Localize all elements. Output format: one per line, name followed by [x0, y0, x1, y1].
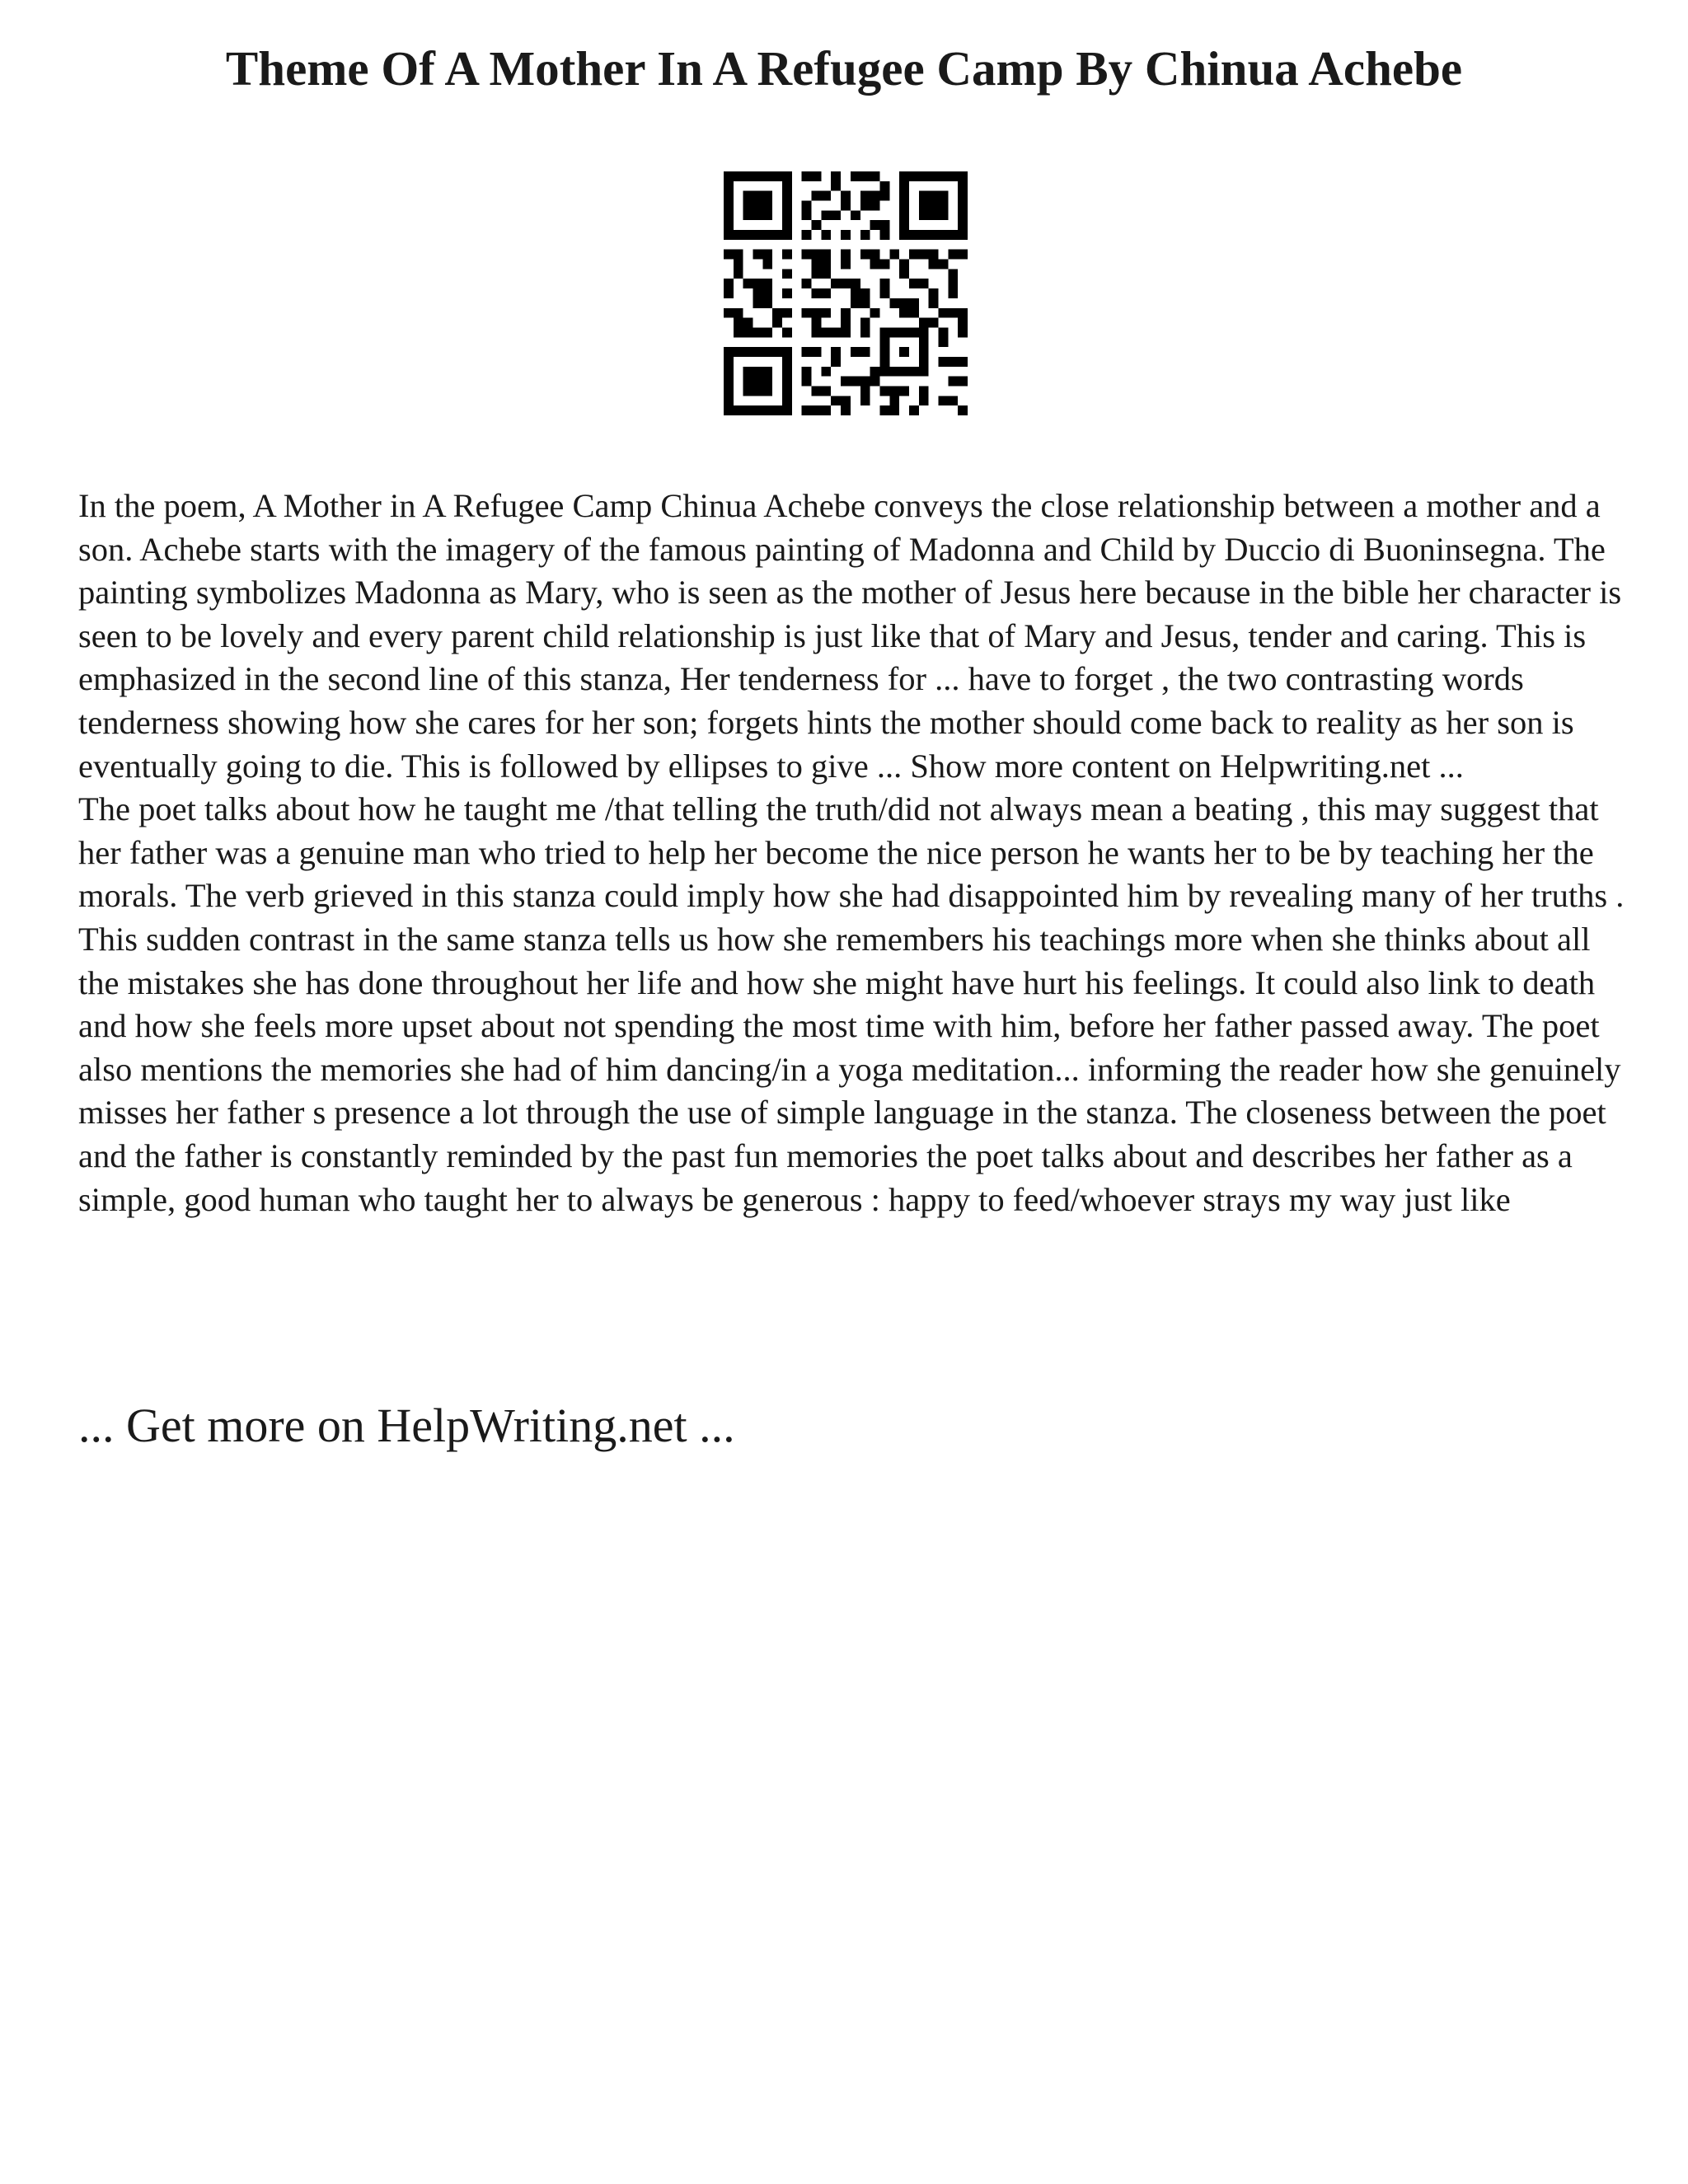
article-body — [78, 485, 1632, 1221]
paragraph-1: In the poem, A Mother in A Refugee Camp Chinua Achebe conveys the close relationship between a mother and a son. Achebe starts with the imagery of the famous painting of Madonna and Child by Duccio di Buoninsegna. The painting symbolizes Madonna as Mary, who is seen as the mother of Jesus here because in the bible her character is seen to be lovely and every parent child relationship is just like that of Mary and Jesus, tender and caring. This is emphasized in the second line of this stanza, Her tenderness for ... have to forget , the two contrasting words tenderness showing how she cares for her son; forgets hints the mother should come back to reality as her son is eventually going to die. This is followed by ellipses to give ... Show more content on Helpwriting.net ... — [78, 487, 1622, 785]
page-title: Theme Of A Mother In A Refugee Camp By Chinua Achebe — [225, 41, 1463, 96]
get-more-link[interactable]: ... Get more on HelpWriting.net ... — [78, 1399, 735, 1452]
qr-code-icon[interactable] — [724, 171, 968, 415]
paragraph-2: The poet talks about how he taught me /that telling the truth/did not always mean a beating , this may suggest that her father was a genuine man who tried to help her become the nice person he wants her to be by teaching her the morals. The verb grieved in this stanza could imply how she had disappointed him by revealing many of her truths . This sudden contrast in the same stanza tells us how she remembers his teachings more when she thinks about all the mistakes she has done throughout her life and how she might have hurt his feelings. It could also link to death and how she feels more upset about not spending the most time with him, before her father passed away. The poet also mentions the memories she had of him dancing/in a yoga meditation... informing the reader how she genuinely misses her father s presence a lot through the use of simple language in the stanza. The closeness between the poet and the father is constantly reminded by the past fun memories the poet talks about and describes her father as a simple, good human who taught her to always be generous : happy to feed/whoever strays my way just like — [78, 790, 1625, 1218]
